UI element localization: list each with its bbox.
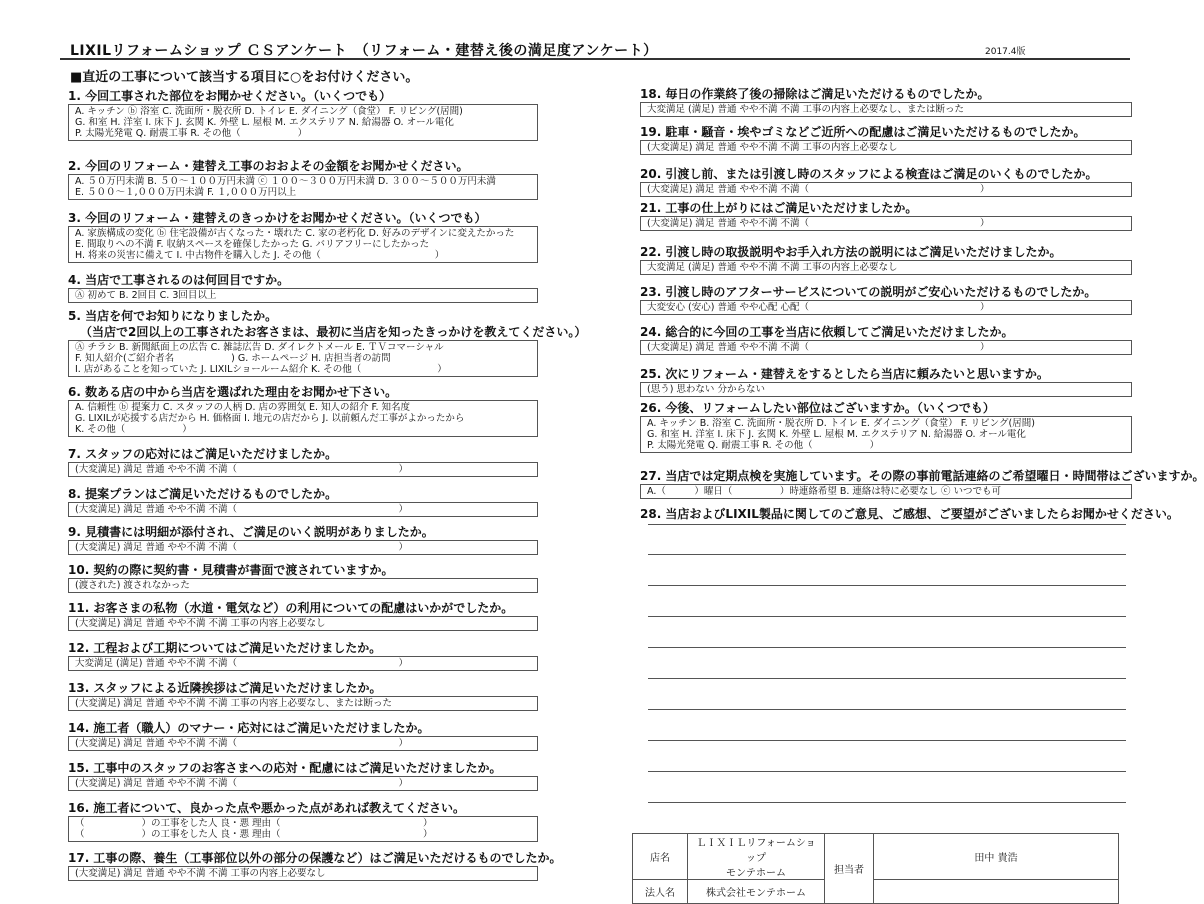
- question-title: 12. 工程および工期についてはご満足いただけましたか。: [68, 641, 382, 655]
- answer-options[interactable]: H. 将来の災害に備えて I. 中古物件を購入した J. その他（ ）: [75, 250, 445, 261]
- question-24: [640, 324, 1132, 355]
- question-title: 2. 今回のリフォーム・建替え工事のおおよその金額をお聞かせください。: [68, 159, 469, 173]
- question-title: 16. 施工者について、良かった点や悪かった点があれば教えてください。: [68, 801, 465, 815]
- answer-options[interactable]: A. キッチン ⓑ 浴室 C. 洗面所・脱衣所 D. トイレ E. ダイニング（食堂） F. リビング(居間): [75, 106, 463, 117]
- comment-row[interactable]: [648, 710, 1126, 741]
- answer-options[interactable]: （ ）の工事をした人 良・悪 理由（ ）: [75, 818, 433, 829]
- answer-options[interactable]: (大変満足) 満足 普通 やや不満 不満（ ）: [75, 504, 408, 515]
- form-instruction: ■直近の工事について該当する項目に○をお付けください。: [70, 70, 419, 85]
- question-12: [68, 640, 538, 671]
- answer-options[interactable]: (大変満足) 満足 普通 やや不満 不満（ ）: [647, 184, 990, 195]
- question-title: 6. 数ある店の中から当店を選ばれた理由をお聞かせ下さい。: [68, 385, 398, 399]
- answer-box[interactable]: [640, 102, 1132, 117]
- answer-box[interactable]: [640, 416, 1132, 453]
- answer-options[interactable]: A. 家族構成の変化 ⓑ 住宅設備が古くなった・壊れた C. 家の老朽化 D. 好みのデザインに変えたかった: [75, 228, 515, 239]
- question-28: [640, 506, 1179, 522]
- question-title: 28. 当店およびLIXIL製品に関してのご意見、ご感想、ご要望がございましたらお聞かせください。: [640, 507, 1179, 521]
- answer-box[interactable]: [68, 104, 538, 141]
- answer-options[interactable]: (大変満足) 満足 普通 やや不満 不満（ ）: [647, 218, 990, 229]
- question-title: 4. 当店で工事されるのは何回目ですか。: [68, 273, 290, 287]
- answer-options[interactable]: A. ５０万円未満 B. ５０～１００万円未満 ⓒ １００～３００万円未満 D. ３００～５００万円未満: [75, 176, 496, 187]
- question-14: [68, 720, 538, 751]
- answer-options[interactable]: G. LIXILが応援する店だから H. 価格面 I. 地元の店だから J. 以前頼んだ工事がよかったから: [75, 413, 465, 424]
- answer-options[interactable]: (大変満足) 満足 普通 やや不満 不満（ ）: [75, 542, 408, 553]
- comment-grid: [648, 524, 1126, 803]
- answer-box[interactable]: [68, 288, 538, 303]
- staff-label: 担当者: [825, 834, 874, 904]
- question-9: [68, 524, 538, 555]
- question-title: 17. 工事の際、養生（工事部位以外の部分の保護など）はご満足いただけるものでしたか。: [68, 851, 562, 865]
- question-27: [640, 468, 1204, 499]
- question-title: 13. スタッフによる近隣挨拶はご満足いただけましたか。: [68, 681, 382, 695]
- comment-row[interactable]: [648, 555, 1126, 586]
- answer-options[interactable]: I. 店があることを知っていた J. LIXILショールーム紹介 K. その他（ ）: [75, 364, 447, 375]
- answer-options[interactable]: G. 和室 H. 洋室 I. 床下 J. 玄関 K. 外壁 L. 屋根 M. エクステリア N. 給湯器 O. オール電化: [647, 429, 1026, 440]
- store-label: 店名: [633, 834, 688, 880]
- answer-options[interactable]: (大変満足) 満足 普通 やや不満 不満 工事の内容上必要なし: [647, 142, 898, 153]
- answer-box[interactable]: [68, 736, 538, 751]
- question-title: 3. 今回のリフォーム・建替えのきっかけをお聞かせください。（いくつでも）: [68, 211, 487, 225]
- staff-name-blank: [874, 880, 1119, 904]
- question-6: [68, 384, 538, 437]
- question-25: [640, 366, 1132, 397]
- question-2: [68, 158, 538, 200]
- question-22: [640, 244, 1132, 275]
- answer-options[interactable]: P. 太陽光発電 Q. 耐震工事 R. その他（ ）: [647, 440, 880, 451]
- answer-options[interactable]: (大変満足) 満足 普通 やや不満 不満（ ）: [75, 778, 408, 789]
- answer-box[interactable]: [68, 816, 538, 842]
- answer-box[interactable]: [68, 174, 538, 200]
- question-title: 23. 引渡し時のアフターサービスについての説明がご安心いただけるものでしたか。: [640, 285, 1097, 299]
- answer-options[interactable]: K. その他（ ）: [75, 424, 192, 435]
- question-title: 11. お客さまの私物（水道・電気など）の利用についての配慮はいかがでしたか。: [68, 601, 514, 615]
- answer-options[interactable]: F. 知人紹介(ご紹介者名 ) G. ホームページ H. 店担当者の訪問: [75, 353, 391, 364]
- answer-options[interactable]: P. 太陽光発電 Q. 耐震工事 R. その他（ ）: [75, 128, 308, 139]
- answer-options[interactable]: 大変満足 (満足) 普通 やや不満 不満 工事の内容上必要なし、または断った: [647, 104, 965, 115]
- question-title: 22. 引渡し時の取扱説明やお手入れ方法の説明にはご満足いただけましたか。: [640, 245, 1062, 259]
- answer-options[interactable]: E. ５００～１,０００万円未満 F. １,０００万円以上: [75, 187, 297, 198]
- question-title: 20. 引渡し前、または引渡し時のスタッフによる検査はご満足のいくものでしたか。: [640, 167, 1098, 181]
- answer-box[interactable]: [640, 382, 1132, 397]
- question-16: [68, 800, 538, 842]
- question-title: 26. 今後、リフォームしたい部位はございますか。（いくつでも）: [640, 401, 995, 415]
- answer-box[interactable]: [68, 866, 538, 881]
- answer-options[interactable]: (大変満足) 満足 普通 やや不満 不満（ ）: [75, 464, 408, 475]
- answer-box[interactable]: [68, 540, 538, 555]
- question-title: 10. 契約の際に契約書・見積書が書面で渡されていますか。: [68, 563, 394, 577]
- answer-box[interactable]: [68, 578, 538, 593]
- answer-box[interactable]: [68, 502, 538, 517]
- question-title: 19. 駐車・騒音・埃やゴミなどご近所への配慮はご満足いただけるものでしたか。: [640, 125, 1086, 139]
- footer-table: [632, 833, 1119, 904]
- answer-options[interactable]: E. 間取りへの不満 F. 収納スペースを確保したかった G. バリアフリーにしたかった: [75, 239, 430, 250]
- answer-options[interactable]: (渡された) 渡されなかった: [75, 580, 190, 591]
- comment-row[interactable]: [648, 617, 1126, 648]
- answer-options[interactable]: 大変安心 (安心) 普通 やや心配 心配（ ）: [647, 302, 990, 313]
- question-15: [68, 760, 538, 791]
- question-1: [68, 88, 538, 141]
- question-title: 18. 毎日の作業終了後の掃除はご満足いただけるものでしたか。: [640, 87, 990, 101]
- answer-options[interactable]: （ ）の工事をした人 良・悪 理由（ ）: [75, 829, 433, 840]
- question-11: [68, 600, 538, 631]
- question-title: 8. 提案プランはご満足いただけるものでしたか。: [68, 487, 338, 501]
- question-19: [640, 124, 1132, 155]
- comment-row[interactable]: [648, 524, 1126, 555]
- question-18: [640, 86, 1132, 117]
- question-7: [68, 446, 538, 477]
- question-13: [68, 680, 538, 711]
- question-title: 14. 施工者（職人）のマナー・応対にはご満足いただけましたか。: [68, 721, 430, 735]
- store-name-line1: ＬＩＸＩＬリフォームショップ: [696, 838, 816, 864]
- answer-options[interactable]: Ⓐ 初めて B. 2回目 C. 3回目以上: [75, 290, 217, 301]
- answer-options[interactable]: (大変満足) 満足 普通 やや不満 不満（ ）: [647, 342, 990, 353]
- answer-box[interactable]: [640, 216, 1132, 231]
- question-21: [640, 200, 1132, 231]
- question-26: [640, 400, 1132, 453]
- answer-box[interactable]: [640, 300, 1132, 315]
- answer-box[interactable]: [68, 696, 538, 711]
- answer-options[interactable]: (大変満足) 満足 普通 やや不満 不満 工事の内容上必要なし、または断った: [75, 698, 393, 709]
- question-5: [68, 308, 587, 377]
- question-title: 9. 見積書には明細が添付され、ご満足のいく説明がありましたか。: [68, 525, 434, 539]
- title-divider: [60, 58, 1130, 60]
- answer-options[interactable]: (大変満足) 満足 普通 やや不満 不満 工事の内容上必要なし: [75, 868, 326, 879]
- comment-row[interactable]: [648, 648, 1126, 679]
- question-title: 5. 当店を何でお知りになりましたか。: [68, 309, 278, 323]
- answer-box[interactable]: [68, 340, 538, 377]
- answer-options[interactable]: (思う) 思わない 分からない: [647, 384, 765, 395]
- question-title: 15. 工事中のスタッフのお客さまへの応対・配慮にはご満足いただけましたか。: [68, 761, 502, 775]
- answer-options[interactable]: A. 信頼性 ⓑ 提案力 C. スタッフの人柄 D. 店の雰囲気 E. 知人の紹介 F. 知名度: [75, 402, 411, 413]
- answer-options[interactable]: A.（ ）曜日（ ）時連絡希望 B. 連絡は特に必要なし ⓒ いつでも可: [647, 486, 1001, 497]
- answer-box[interactable]: [640, 140, 1132, 155]
- staff-name: 田中 貴浩: [874, 834, 1119, 880]
- question-title: 1. 今回工事された部位をお聞かせください。（いくつでも）: [68, 89, 392, 103]
- comment-row[interactable]: [648, 679, 1126, 710]
- question-10: [68, 562, 538, 593]
- question-title: 24. 総合的に今回の工事を当店に依頼してご満足いただけましたか。: [640, 325, 1014, 339]
- form-version: 2017.4版: [985, 47, 1026, 57]
- answer-box[interactable]: [68, 616, 538, 631]
- answer-box[interactable]: [68, 400, 538, 437]
- question-title: 25. 次にリフォーム・建替えをするとしたら当店に頼みたいと思いますか。: [640, 367, 1049, 381]
- answer-box[interactable]: [640, 340, 1132, 355]
- comment-row[interactable]: [648, 772, 1126, 803]
- question-3: [68, 210, 538, 263]
- answer-options[interactable]: A. キッチン B. 浴室 C. 洗面所・脱衣所 D. トイレ E. ダイニング（食堂） F. リビング(居間): [647, 418, 1035, 429]
- corp-label: 法人名: [633, 880, 688, 904]
- answer-box[interactable]: [68, 462, 538, 477]
- corp-name: 株式会社モンテホーム: [688, 880, 825, 904]
- comment-row[interactable]: [648, 586, 1126, 617]
- form-title: LIXILリフォームショップ ＣＳアンケート （リフォーム・建替え後の満足度アンケート）: [70, 43, 658, 59]
- question-23: [640, 284, 1132, 315]
- question-title: 21. 工事の仕上がりにはご満足いただけましたか。: [640, 201, 918, 215]
- answer-options[interactable]: (大変満足) 満足 普通 やや不満 不満（ ）: [75, 738, 408, 749]
- answer-box[interactable]: [68, 226, 538, 263]
- answer-options[interactable]: G. 和室 H. 洋室 I. 床下 J. 玄関 K. 外壁 L. 屋根 M. エクステリア N. 給湯器 O. オール電化: [75, 117, 454, 128]
- answer-options[interactable]: (大変満足) 満足 普通 やや不満 不満 工事の内容上必要なし: [75, 618, 326, 629]
- question-4: [68, 272, 538, 303]
- answer-box[interactable]: [68, 656, 538, 671]
- question-title: 7. スタッフの応対にはご満足いただけましたか。: [68, 447, 338, 461]
- answer-box[interactable]: [640, 182, 1132, 197]
- answer-options[interactable]: 大変満足 (満足) 普通 やや不満 不満（ ）: [75, 658, 408, 669]
- comment-row[interactable]: [648, 741, 1126, 772]
- answer-box[interactable]: [68, 776, 538, 791]
- question-20: [640, 166, 1132, 197]
- answer-options[interactable]: Ⓐ チラシ B. 新聞紙面上の広告 C. 雑誌広告 D. ダイレクトメール E. ＴＶコマーシャル: [75, 342, 444, 353]
- question-title: 27. 当店では定期点検を実施しています。その際の事前電話連絡のご希望曜日・時間帯はございますか。: [640, 469, 1204, 483]
- answer-options[interactable]: 大変満足 (満足) 普通 やや不満 不満 工事の内容上必要なし: [647, 262, 898, 273]
- question-8: [68, 486, 538, 517]
- answer-box[interactable]: [640, 260, 1132, 275]
- store-name: [688, 834, 825, 880]
- store-name-line2: モンテホーム: [726, 868, 786, 879]
- question-subtitle: （当店で2回以上の工事されたお客さまは、最初に当店を知ったきっかけを教えてください。）: [80, 325, 587, 339]
- answer-box[interactable]: [640, 484, 1132, 499]
- question-17: [68, 850, 562, 881]
